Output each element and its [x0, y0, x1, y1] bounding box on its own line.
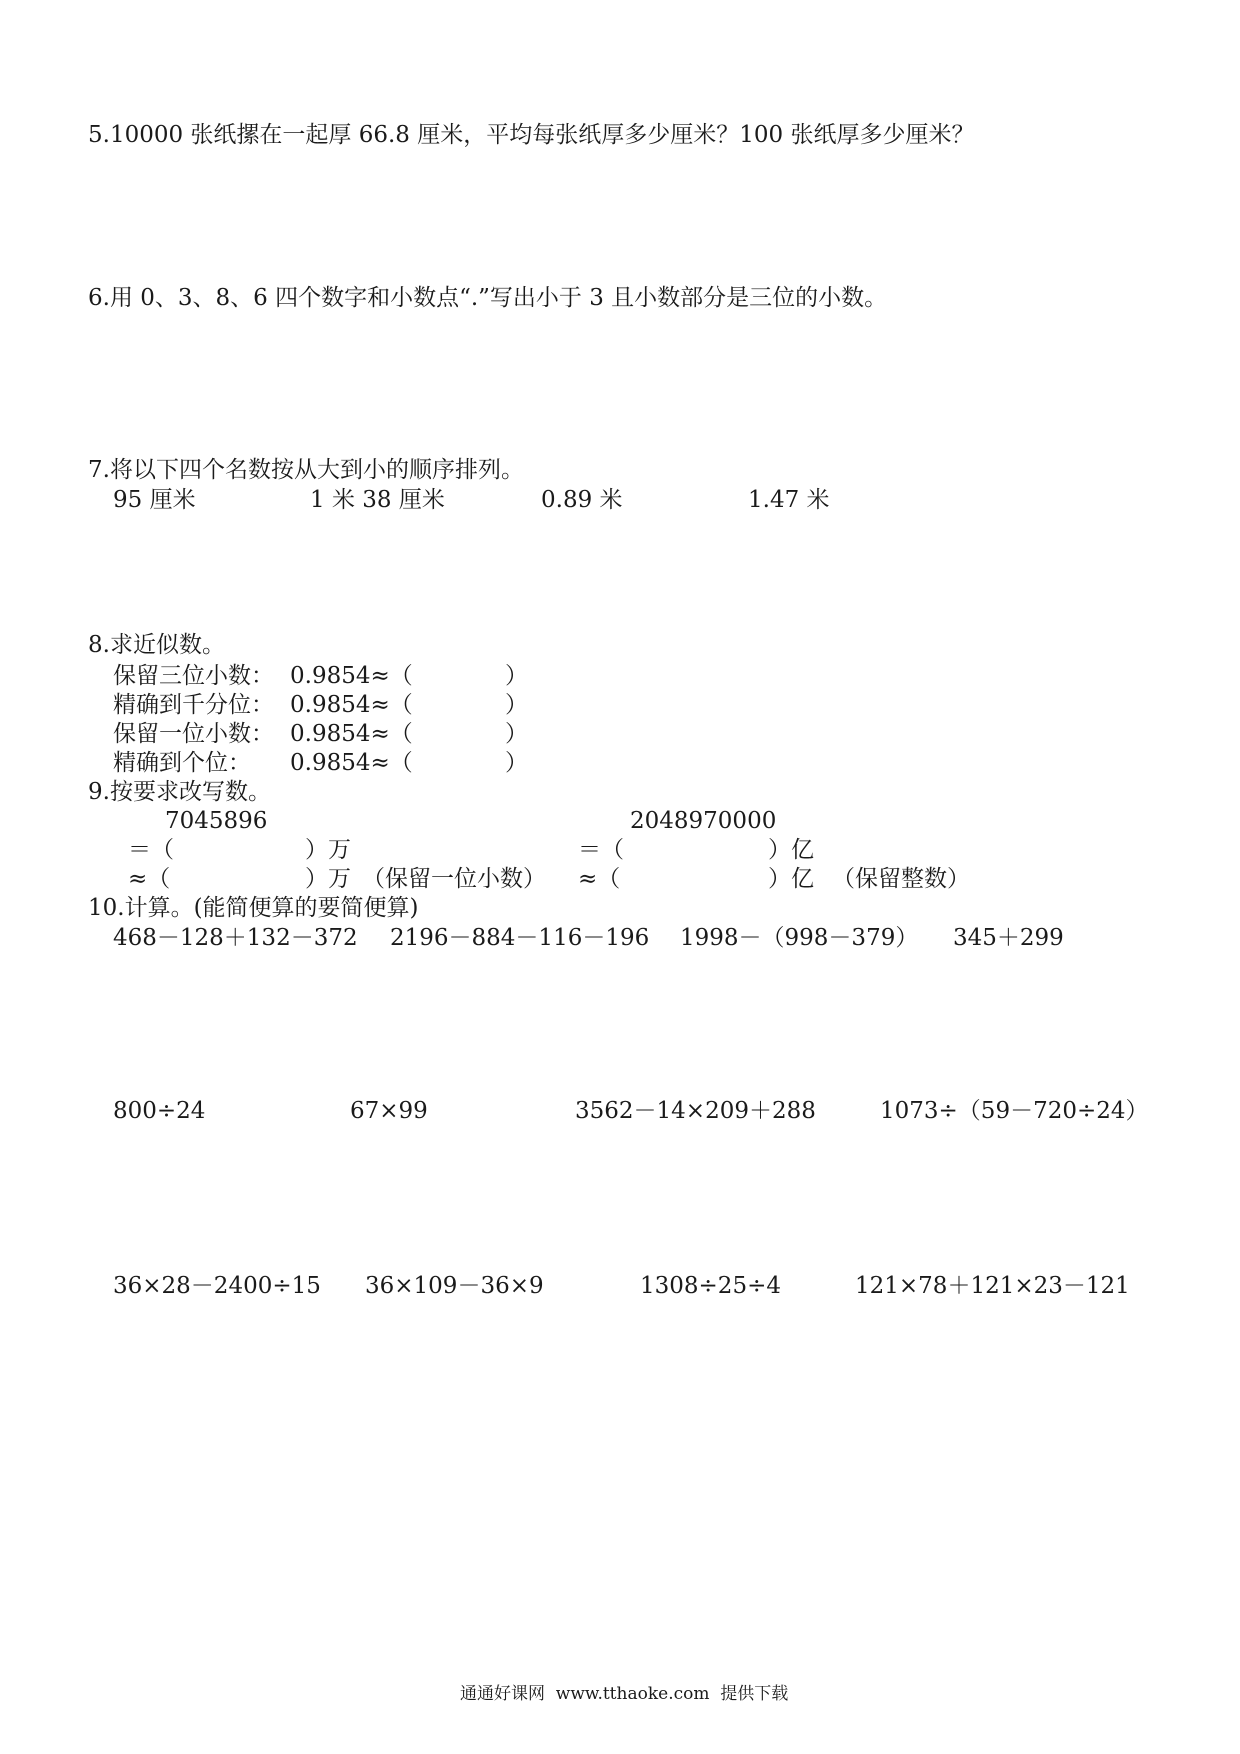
q9-right-eq-blank[interactable]: ）亿: [768, 837, 814, 863]
calc-expression: 36×28－2400÷15: [113, 1273, 321, 1299]
q8-row-label: 精确到个位：: [113, 750, 251, 776]
question-8-title: 8.求近似数。: [88, 632, 225, 658]
calc-expression: 1998－（998－379）: [680, 925, 919, 951]
q7-item-3: 0.89 米: [541, 487, 623, 513]
q9-left-approx-open: ≈（: [128, 866, 171, 892]
calc-expression: 36×109－36×9: [365, 1273, 544, 1299]
q8-answer-blank[interactable]: ）: [505, 692, 528, 718]
question-10-title: 10.计算。(能简便算的要简便算): [88, 895, 419, 921]
q9-right-approx-open: ≈（: [578, 866, 621, 892]
calc-expression: 3562－14×209＋288: [575, 1098, 816, 1124]
calc-expression: 2196－884－116－196: [390, 925, 650, 951]
q8-answer-blank[interactable]: ）: [505, 721, 528, 747]
q7-item-1: 95 厘米: [113, 487, 196, 513]
q7-item-2: 1 米 38 厘米: [310, 487, 445, 513]
q9-right-eq-open: ＝（: [578, 837, 624, 863]
calc-expression: 121×78＋121×23－121: [855, 1273, 1130, 1299]
q9-left-approx-blank[interactable]: ）万: [305, 866, 351, 892]
q9-left-number: 7045896: [165, 808, 268, 834]
q9-left-eq-open: ＝（: [128, 837, 174, 863]
calc-expression: 67×99: [350, 1098, 428, 1124]
calc-expression: 468－128＋132－372: [113, 925, 358, 951]
calc-expression: 1308÷25÷4: [640, 1273, 781, 1299]
q8-row-expr: 0.9854≈（: [290, 692, 413, 718]
calc-expression: 1073÷（59－720÷24）: [880, 1098, 1149, 1124]
question-7-title: 7.将以下四个名数按从大到小的顺序排列。: [88, 457, 524, 483]
q8-row-label: 保留一位小数：: [113, 721, 274, 747]
q8-row-expr: 0.9854≈（: [290, 721, 413, 747]
q8-row-label: 保留三位小数：: [113, 663, 274, 689]
q9-left-note: （保留一位小数）: [362, 866, 546, 892]
calc-expression: 800÷24: [113, 1098, 206, 1124]
calc-expression: 345＋299: [953, 925, 1064, 951]
q8-row-label: 精确到千分位：: [113, 692, 274, 718]
q9-right-approx-blank[interactable]: ）亿: [768, 866, 814, 892]
q8-answer-blank[interactable]: ）: [505, 663, 528, 689]
question-9-title: 9.按要求改写数。: [88, 779, 271, 805]
q8-answer-blank[interactable]: ）: [505, 750, 528, 776]
q8-row-expr: 0.9854≈（: [290, 663, 413, 689]
footer-credit: 通通好课网 www.tthaoke.com 提供下载: [460, 1684, 789, 1704]
q9-right-note: （保留整数）: [832, 866, 970, 892]
q7-item-4: 1.47 米: [748, 487, 830, 513]
q9-right-number: 2048970000: [630, 808, 777, 834]
question-6: 6.用 0、3、8、6 四个数字和小数点“.”写出小于 3 且小数部分是三位的小数。: [88, 285, 888, 311]
q8-row-expr: 0.9854≈（: [290, 750, 413, 776]
question-5: 5.10000 张纸摞在一起厚 66.8 厘米，平均每张纸厚多少厘米？100 张纸厚多少厘米？: [88, 122, 975, 148]
q9-left-eq-blank[interactable]: ）万: [305, 837, 351, 863]
